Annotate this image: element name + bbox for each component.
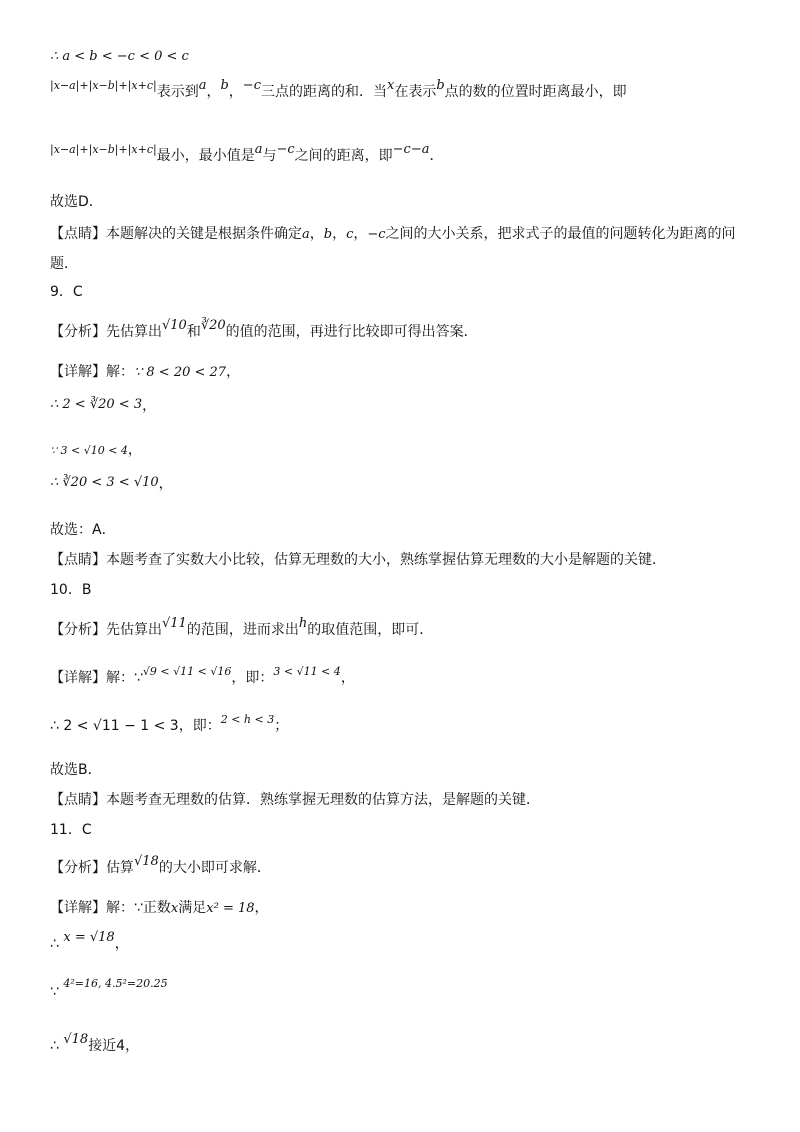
text-line [50, 394, 156, 415]
math-expression: b [323, 227, 333, 242]
math-expression: √10 [162, 318, 187, 333]
text-segment: ， [353, 226, 368, 242]
text-line [50, 318, 478, 343]
text-line [50, 282, 83, 302]
text-line [50, 930, 129, 955]
text-segment: 三点的距离的和．当 [260, 84, 387, 100]
text-segment: ∴ [50, 1038, 64, 1054]
text-line [50, 550, 666, 570]
math-expression: x [386, 78, 395, 93]
text-segment: ， [228, 84, 243, 100]
math-expression: ∴ a < b < −c < 0 < c [50, 49, 189, 64]
text-line [50, 977, 168, 1001]
text-segment: 【点睛】本题考查了实数大小比较，估算无理数的大小，熟练掌握估算无理数的大小是解题的关键． [50, 552, 666, 568]
text-segment: 【详解】解：∵正数 [50, 900, 171, 916]
text-segment: 之间的大小关系，把求式子的最值的问题转化为距离的问 [385, 226, 736, 242]
text-segment: ． [429, 148, 444, 164]
text-segment: ， [332, 226, 347, 242]
text-line [50, 898, 269, 919]
text-line [50, 580, 91, 600]
text-line [50, 362, 240, 383]
text-segment: 的范围，进而求出 [186, 622, 299, 638]
text-segment: ， [142, 398, 157, 414]
text-segment: 11．C [50, 822, 92, 838]
text-line [50, 820, 92, 840]
text-segment: ， [206, 84, 221, 100]
math-expression: h [298, 616, 308, 631]
text-line [50, 440, 142, 461]
math-expression: ∵ 3 < √10 < 4 [50, 444, 128, 457]
text-segment: ， [340, 670, 355, 686]
math-expression: −c [242, 78, 261, 93]
text-segment: 在表示 [394, 84, 437, 100]
text-segment: ， [158, 476, 173, 492]
math-expression: √18 [63, 1032, 89, 1047]
math-expression: |x−a|+|x−b|+|x+c| [50, 79, 157, 92]
math-expression: b [436, 78, 445, 93]
math-expression: √9 < √11 < √16 [142, 665, 232, 678]
text-segment: 【分析】估算 [50, 860, 134, 876]
math-expression: ∵ 8 < 20 < 27 [134, 365, 227, 380]
text-segment: 之间的距离，即 [294, 148, 393, 164]
math-expression: ∛20 [200, 318, 226, 333]
math-expression: 4²=16, 4.5²=20.25 [63, 977, 168, 990]
text-line [50, 254, 78, 274]
text-line [50, 142, 444, 167]
text-segment: 接近4， [88, 1038, 140, 1054]
text-segment: 的取值范围，即可． [307, 622, 434, 638]
text-line [50, 854, 271, 879]
text-line [50, 1032, 140, 1057]
math-expression: −c [367, 227, 386, 242]
text-segment: 故选D． [50, 194, 103, 210]
text-segment: 【分析】先估算出 [50, 622, 162, 638]
math-expression: a [198, 78, 207, 93]
text-line [50, 192, 103, 212]
text-segment: ， [226, 364, 241, 380]
math-expression: a [302, 227, 310, 242]
math-expression: x² = 18 [206, 901, 255, 916]
math-expression: ∴ ∛20 < 3 < √10 [50, 475, 159, 490]
text-segment: ，即： [178, 718, 221, 734]
text-line [50, 760, 102, 780]
text-line [50, 616, 434, 641]
text-segment: 10．B [50, 582, 92, 598]
text-segment: ， [127, 442, 142, 458]
text-segment: ； [274, 718, 289, 734]
math-expression: −c [276, 142, 295, 157]
text-segment: 题． [50, 256, 78, 272]
text-segment: ， [114, 936, 129, 952]
text-line [50, 520, 116, 540]
math-expression: 2 < h < 3 [220, 713, 275, 726]
math-expression: −c−a [392, 142, 430, 157]
text-segment: 的大小即可求解． [158, 860, 271, 876]
text-segment: 最小，最小值是 [156, 148, 255, 164]
text-line [50, 665, 355, 689]
math-expression: 3 < √11 < 4 [273, 665, 341, 678]
text-segment: 与 [262, 148, 277, 164]
text-segment: 故选B． [50, 762, 102, 778]
text-segment: 的值的范围，再进行比较即可得出答案． [225, 324, 478, 340]
text-line [50, 78, 627, 103]
math-expression: x = √18 [63, 930, 115, 945]
text-segment: 2 < √11 − 1 < 3 [63, 718, 179, 734]
math-expression: x [170, 901, 179, 916]
text-line [50, 224, 736, 245]
text-segment: 【分析】先估算出 [50, 324, 162, 340]
text-segment: 9．C [50, 284, 83, 300]
text-segment: 【点睛】本题解决的关键是根据条件确定 [50, 226, 302, 242]
text-line [50, 790, 540, 810]
text-segment: ∵ [50, 984, 64, 1000]
text-line [50, 472, 173, 493]
text-segment: ∴ [50, 936, 64, 952]
text-segment: 点的数的位置时距离最小，即 [444, 84, 627, 100]
text-segment: 故选：A． [50, 522, 116, 538]
text-line [50, 46, 189, 67]
math-expression: c [346, 227, 354, 242]
text-segment: 【点睛】本题考查无理数的估算．熟练掌握无理数的估算方法，是解题的关键． [50, 792, 540, 808]
text-segment: 满足 [178, 900, 207, 916]
text-segment: ， [309, 226, 324, 242]
text-segment: ，即： [231, 670, 274, 686]
math-expression: √18 [134, 854, 159, 869]
math-expression: a [254, 142, 263, 157]
text-segment: ， [254, 900, 269, 916]
text-segment: ∴ [50, 718, 64, 734]
text-segment: 和 [186, 324, 201, 340]
text-segment: 表示到 [156, 84, 199, 100]
math-expression: |x−a|+|x−b|+|x+c| [50, 143, 157, 156]
text-segment: 【详解】解：∵ [50, 670, 143, 686]
math-expression: ∴ 2 < ∛20 < 3 [50, 397, 143, 412]
text-segment: 【详解】解： [50, 364, 134, 380]
math-expression: √11 [162, 616, 187, 631]
math-expression: b [220, 78, 229, 93]
text-line [50, 713, 289, 737]
